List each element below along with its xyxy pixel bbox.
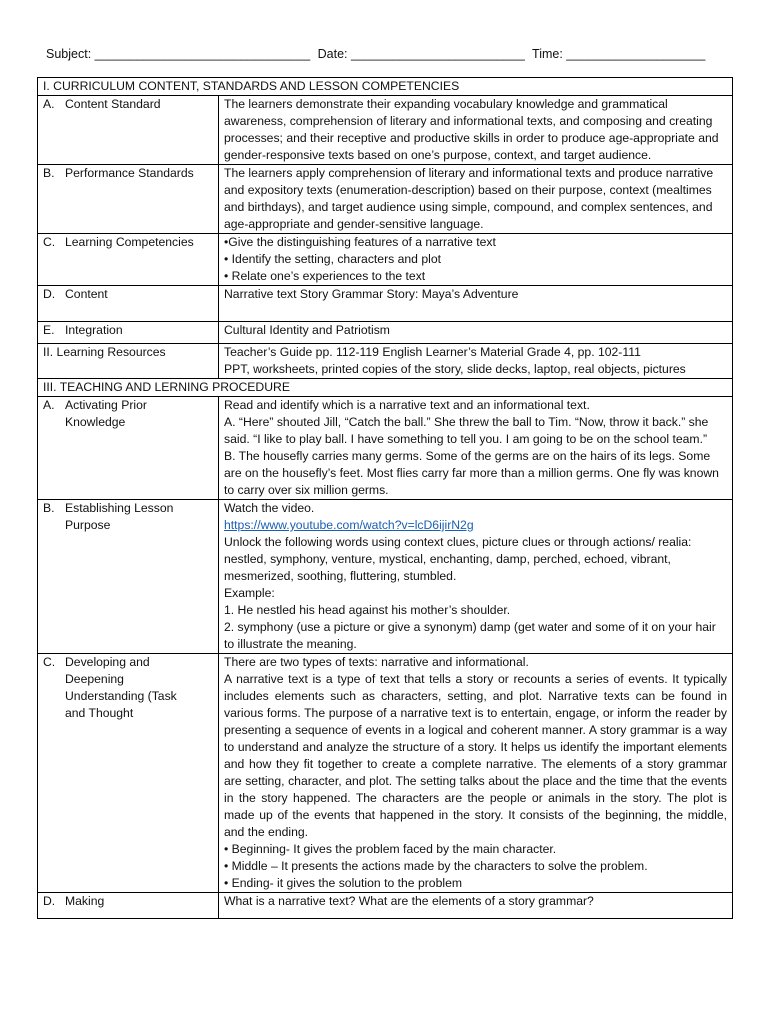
list-item: • Middle – It presents the actions made by the characters to solve the problem. xyxy=(224,859,648,873)
example-item: 2. symphony (use a picture or give a synonym) damp (get water and some of it on your hair to illustrate the meaning. xyxy=(224,620,716,651)
paragraph-a: A. “Here” shouted Jill, “Catch the ball.” She threw the ball to Tim. “Now, throw it back.” she said. “I like to play ball. I have something to tell you. I am going to be on the school team.” xyxy=(224,415,709,446)
content-standard-text: The learners demonstrate their expanding vocabulary knowledge and grammatical awareness, comprehension of literary and informational texts, and composing and creating processes; and their receptive and productive skills in order to produce age-appropriate and gender-responsive texts based on one’s purpose, context, and target audience. xyxy=(219,96,733,165)
example-item: 1. He nestled his head against his mother’s shoulder. xyxy=(224,603,511,617)
row-letter: B. xyxy=(43,166,55,180)
row-content-standard xyxy=(38,96,733,165)
lesson-plan-table xyxy=(37,77,733,919)
establishing-text xyxy=(219,500,733,654)
label-cell xyxy=(38,234,219,286)
performance-standards-text: The learners apply comprehension of literary and informational texts and produce narrative and expository texts (enumeration-description) based on their purpose, context (mealtimes and birthdays), and target audience using simple, compound, and complex sentences, and age-appropriate and gender-sensitive language. xyxy=(219,165,733,234)
row-letter: A. xyxy=(43,398,55,412)
row-label: Content Standard xyxy=(65,97,161,111)
resources-text xyxy=(219,344,733,379)
section-title-procedure: III. TEACHING AND LERNING PROCEDURE xyxy=(38,379,733,397)
time-field[interactable]: Time: ____________________ xyxy=(532,47,706,61)
row-label: Integration xyxy=(65,323,123,337)
row-activating xyxy=(38,397,733,500)
row-letter: C. xyxy=(43,655,56,669)
row-letter: D. xyxy=(43,287,56,301)
label-cell xyxy=(38,165,219,234)
row-integration xyxy=(38,322,733,344)
row-letter: C. xyxy=(43,235,56,249)
label-cell xyxy=(38,322,219,344)
section-title-resources: II. Learning Resources xyxy=(38,344,219,379)
list-item: • Relate one’s experiences to the text xyxy=(224,269,426,283)
row-label: Developing and Deepening Understanding (Task and Thought xyxy=(65,655,177,720)
resources-line: PPT, worksheets, printed copies of the story, slide decks, laptop, real objects, pictures xyxy=(224,362,686,376)
row-letter: B. xyxy=(43,501,55,515)
example-heading: Example: xyxy=(224,586,275,600)
list-item: • Ending- it gives the solution to the problem xyxy=(224,876,462,890)
integration-text: Cultural Identity and Patriotism xyxy=(219,322,733,344)
resources-line: Teacher’s Guide pp. 112-119 English Learner’s Material Grade 4, pp. 102-111 xyxy=(224,345,641,359)
row-label: Content xyxy=(65,287,108,301)
row-developing xyxy=(38,654,733,893)
row-content xyxy=(38,286,733,322)
header-line xyxy=(46,47,709,61)
row-establishing xyxy=(38,500,733,654)
row-letter: E. xyxy=(43,323,55,337)
section-title-curriculum: I. CURRICULUM CONTENT, STANDARDS AND LESSON COMPETENCIES xyxy=(38,78,733,96)
row-letter: A. xyxy=(43,97,55,111)
row-making xyxy=(38,893,733,919)
row-learning-competencies xyxy=(38,234,733,286)
section-row-3 xyxy=(38,379,733,397)
label-cell xyxy=(38,654,219,893)
list-item: • Beginning- It gives the problem faced by the main character. xyxy=(224,842,557,856)
date-field[interactable]: Date: _________________________ xyxy=(317,47,525,61)
section-row-1 xyxy=(38,78,733,96)
row-label: Making xyxy=(65,894,105,908)
label-cell xyxy=(38,96,219,165)
subject-field[interactable]: Subject: _______________________________ xyxy=(46,47,311,61)
content-text: Narrative text Story Grammar Story: Maya’s Adventure xyxy=(219,286,733,322)
row-label: Performance Standards xyxy=(65,166,194,180)
making-text: What is a narrative text? What are the elements of a story grammar? xyxy=(219,893,733,919)
vocabulary-paragraph: Unlock the following words using context clues, picture clues or through actions/ realia: nestled, symphony, venture, mystical, enchanting, damp, perched, echoed, vibrant, mesmerized, soothing, fluttering, stumbled. xyxy=(224,535,692,583)
list-item: • Identify the setting, characters and plot xyxy=(224,252,441,266)
paragraph-b: B. The housefly carries many germs. Some of the germs are on the hairs of its legs. Some are on the housefly’s feet. Most flies carry far more than a million germs. One fly was known to carry over six million germs. xyxy=(224,449,719,497)
narrative-paragraph: A narrative text is a type of text that tells a story or recounts a series of events. It typically includes elements such as characters, setting, and plot. Narrative texts can be found in various forms. The purpose of a narrative text is to entertain, engage, or inform the reader by presenting a sequence of events in a logical and coherent manner. A story grammar is a way to understand and analyze the structure of a story. It helps us identify the important elements and how they fit together to create a complete narrative. The elements of a story grammar are setting, character, and plot. The setting talks about the place and the time that the events in the story happened. The characters are the people or animals in the story. The plot is made up of the events that happened in the story. It consists of the beginning, the middle, and the ending. xyxy=(224,672,728,839)
row-learning-resources xyxy=(38,344,733,379)
row-letter: D. xyxy=(43,894,56,908)
list-item: •Give the distinguishing features of a narrative text xyxy=(224,235,496,249)
label-cell xyxy=(38,500,219,654)
competencies-list xyxy=(219,234,733,286)
row-label: Establishing Lesson Purpose xyxy=(65,501,174,532)
row-label: Activating Prior Knowledge xyxy=(65,398,147,429)
label-cell xyxy=(38,286,219,322)
instruction-line: Read and identify which is a narrative text and an informational text. xyxy=(224,398,590,412)
row-performance-standards xyxy=(38,165,733,234)
label-cell xyxy=(38,893,219,919)
row-label: Learning Competencies xyxy=(65,235,194,249)
label-cell xyxy=(38,397,219,500)
instruction-line: There are two types of texts: narrative and informational. xyxy=(224,655,529,669)
instruction-line: Watch the video. xyxy=(224,501,315,515)
activating-text xyxy=(219,397,733,500)
developing-text xyxy=(219,654,733,893)
video-link[interactable]: https://www.youtube.com/watch?v=lcD6ijirN2g xyxy=(224,518,474,532)
